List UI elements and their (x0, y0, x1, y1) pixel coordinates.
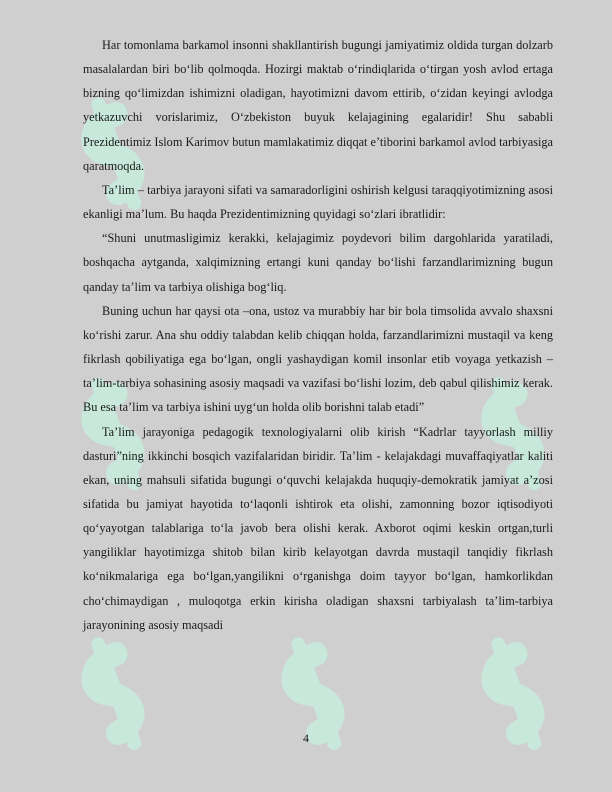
page-number: 4 (303, 731, 309, 745)
paragraph: Ta’lim – tarbiya jarayoni sifati va samaradorligini oshirish kelgusi taraqqiyotimizning asosi ekanligi ma’lum. Bu haqda Prezidentimizning quyidagi so‘zlari ibratlidir: (83, 182, 553, 222)
paragraph: Har tomonlama barkamol insonni shakllantirish bugungi jamiyatimiz oldida turgan dolzarb masalalardan biri bo‘lib qolmoqda. Hozirgi maktab o‘rindiqlarida o‘tirgan yosh avlod ertaga bizning qo‘limizdan ishimizni oladigan, hayotimizni davom ettirib, o‘zidan keyingi avlodga yetkazuvchi vorislarimiz, O‘zbekiston buyuk kelajagining egalaridir! Shu sababli Prezidentimiz Islom Karimov butun mamlakatimiz diqqat e’tiborini barkamol avlod tarbiyasiga qaratmoqda. (83, 38, 554, 173)
paragraph: Buning uchun har qaysi ota –ona, ustoz va murabbiy har bir bola timsolida avvalo shaxsni ko‘rishi zarur. Ana shu oddiy talabdan kelib chiqqan holda, farzandlarimizni mustaqil va keng fikrlash qobiliyatiga ega bo‘lgan, ongli yashaydigan komil insonlar etib voyaga yetkazish – ta’lim-tarbiya sohasining asosiy maqsadi va vazifasi bo‘lishi lozim, deb qabul qilishimiz kerak. Bu esa ta’lim va tarbiya ishini uyg‘un holda olib borishni talab etadi” (83, 303, 553, 415)
paragraph: Ta’lim jarayoniga pedagogik texnologiyalarni olib kirish “Kadrlar tayyorlash milliy dasturi”ning ikkinchi bosqich vazifalaridan biridir. Ta’lim - kelajakdagi muvaffaqiyatlar kaliti ekan, uning mahsuli sifatida bugungi o‘quvchi kelajakda huquqiy-demokratik jamiyat a’zosi sifatida bu jamiyat hayotida to‘laqonli ishtirok eta olishi, zamonning bozor iqtisodiyoti qo‘yayotgan talablariga to‘la javob bera olishi kerak. Axborot oqimi keskin ortgan,turli yangiliklar hayotimizga shitob bilan kirib kelayotgan davrda mustaqil tanqidiy fikrlash ko‘nikmalariga ega bo‘lgan,yangilikni o‘rganishga doim tayyor bo‘lgan, hamkorlikdan cho‘chimaydigan , muloqotga erkin kirisha oladigan shaxsni tarbiyalash ta’lim-tarbiya jarayonining asosiy maqsadi (83, 424, 553, 632)
paragraph: “Shuni unutmasligimiz kerakki, kelajagimiz poydevori bilim dargohlarida yaratiladi, boshqacha aytganda, xalqimizning ertangi kuni qanday bo‘lishi farzandlarimizning bugun qanday ta’lim va tarbiya olishiga bog‘liq. (83, 231, 553, 294)
document-body (83, 33, 553, 637)
